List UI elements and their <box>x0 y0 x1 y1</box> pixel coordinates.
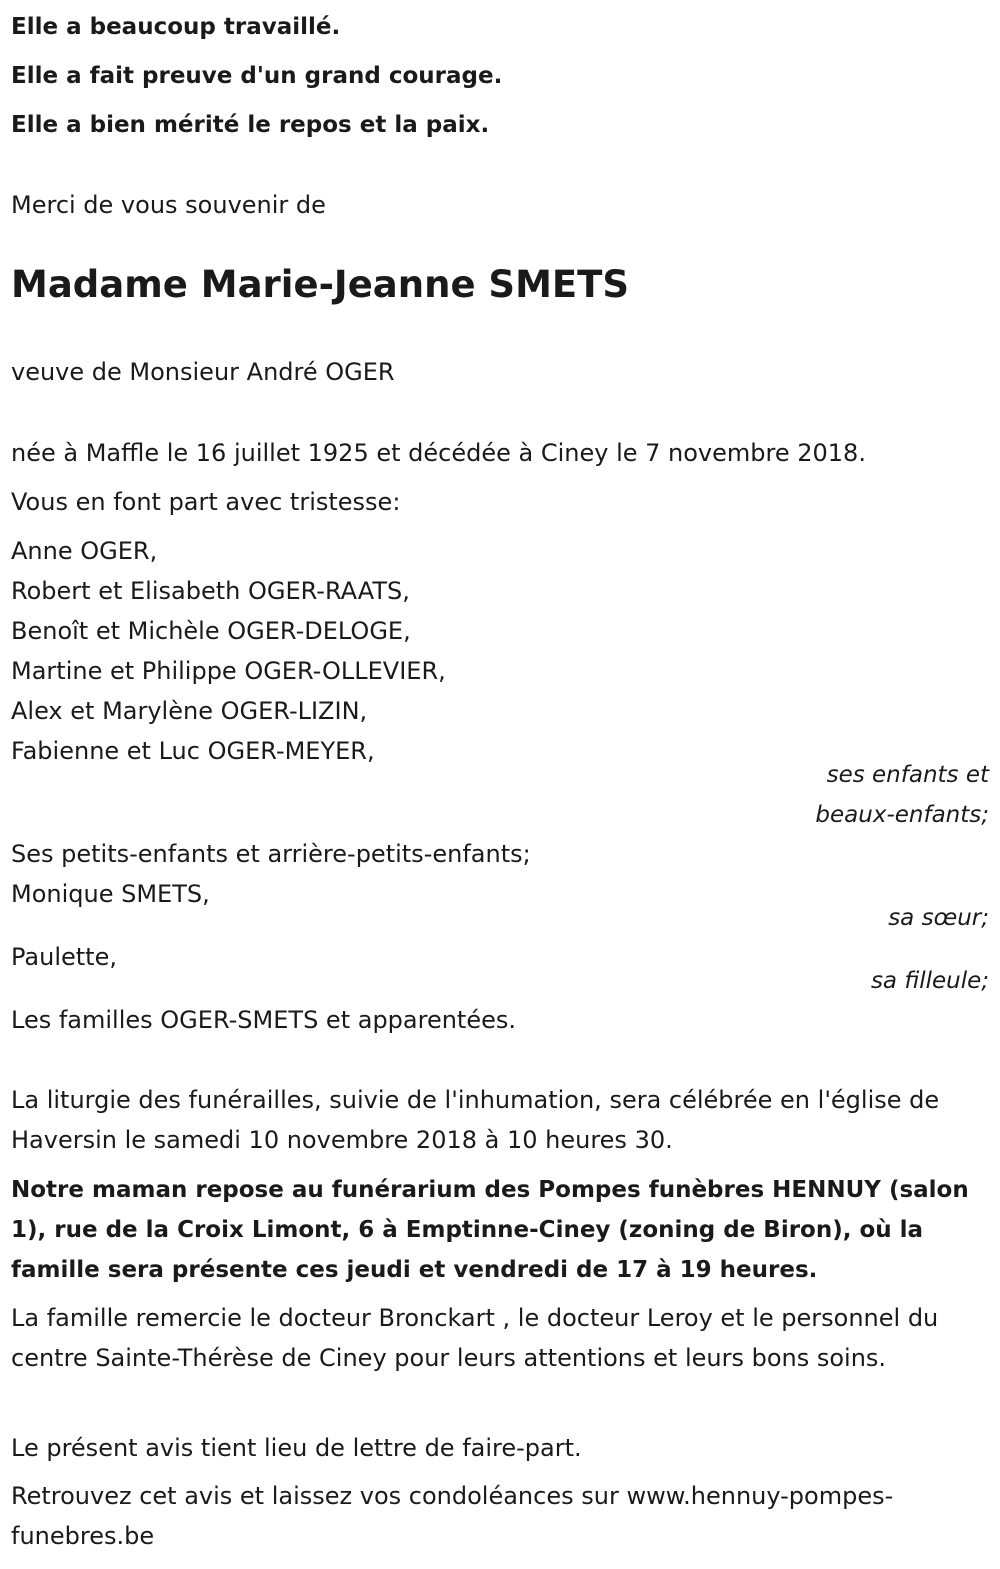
child-3: Benoît et Michèle OGER-DELOGE, <box>11 617 411 645</box>
liturgy-paragraph: La liturgie des funérailles, suivie de l'inhumation, sera célébrée en l'église de Haversin le samedi 10 novembre 2018 à 10 heures 30. <box>11 1086 940 1154</box>
thanks-paragraph: La famille remercie le docteur Bronckart , le docteur Leroy et le personnel du centre Sainte-Thérèse de Ciney pour leurs attentions et leurs bons soins. <box>11 1304 939 1372</box>
child-1: Anne OGER, <box>11 537 158 565</box>
goddaughter-name: Paulette, <box>11 943 117 971</box>
child-2: Robert et Elisabeth OGER-RAATS, <box>11 577 410 605</box>
children-relation-line-2: beaux-enfants; <box>815 802 989 828</box>
condolences-paragraph: Retrouvez cet avis et laissez vos condoléances sur www.hennuy-pompes-funebres.be <box>11 1482 894 1550</box>
child-4: Martine et Philippe OGER-OLLEVIER, <box>11 657 446 685</box>
child-5: Alex et Marylène OGER-LIZIN, <box>11 697 368 725</box>
children-relation-line-1: ses enfants et <box>826 762 989 788</box>
quote-line-2: Elle a fait preuve d'un grand courage. <box>11 63 503 89</box>
widow-of-text: veuve de Monsieur André OGER <box>11 358 395 386</box>
funerarium-paragraph: Notre maman repose au funérarium des Pompes funèbres HENNUY (salon 1), rue de la Croix Limont, 6 à Emptinne-Ciney (zoning de Biron), où la famille sera présente ces jeudi et vendredi de 17 à 19 heures. <box>11 1177 969 1283</box>
goddaughter-relation: sa filleule; <box>870 968 989 994</box>
families-text: Les familles OGER-SMETS et apparentées. <box>11 1006 517 1034</box>
deceased-name: Madame Marie-Jeanne SMETS <box>11 263 630 306</box>
child-6: Fabienne et Luc OGER-MEYER, <box>11 737 375 765</box>
birth-death-text: née à Maffle le 16 juillet 1925 et décédée à Ciney le 7 novembre 2018. <box>11 439 866 467</box>
quote-line-1: Elle a beaucoup travaillé. <box>11 14 341 40</box>
intro-text: Merci de vous souvenir de <box>11 191 326 219</box>
grandchildren-text: Ses petits-enfants et arrière-petits-enfants; <box>11 840 531 868</box>
announcement-text: Vous en font part avec tristesse: <box>11 488 401 516</box>
sister-relation: sa sœur; <box>888 905 989 931</box>
notice-text: Le présent avis tient lieu de lettre de faire-part. <box>11 1434 582 1462</box>
sister-name: Monique SMETS, <box>11 880 210 908</box>
quote-line-3: Elle a bien mérité le repos et la paix. <box>11 112 490 138</box>
